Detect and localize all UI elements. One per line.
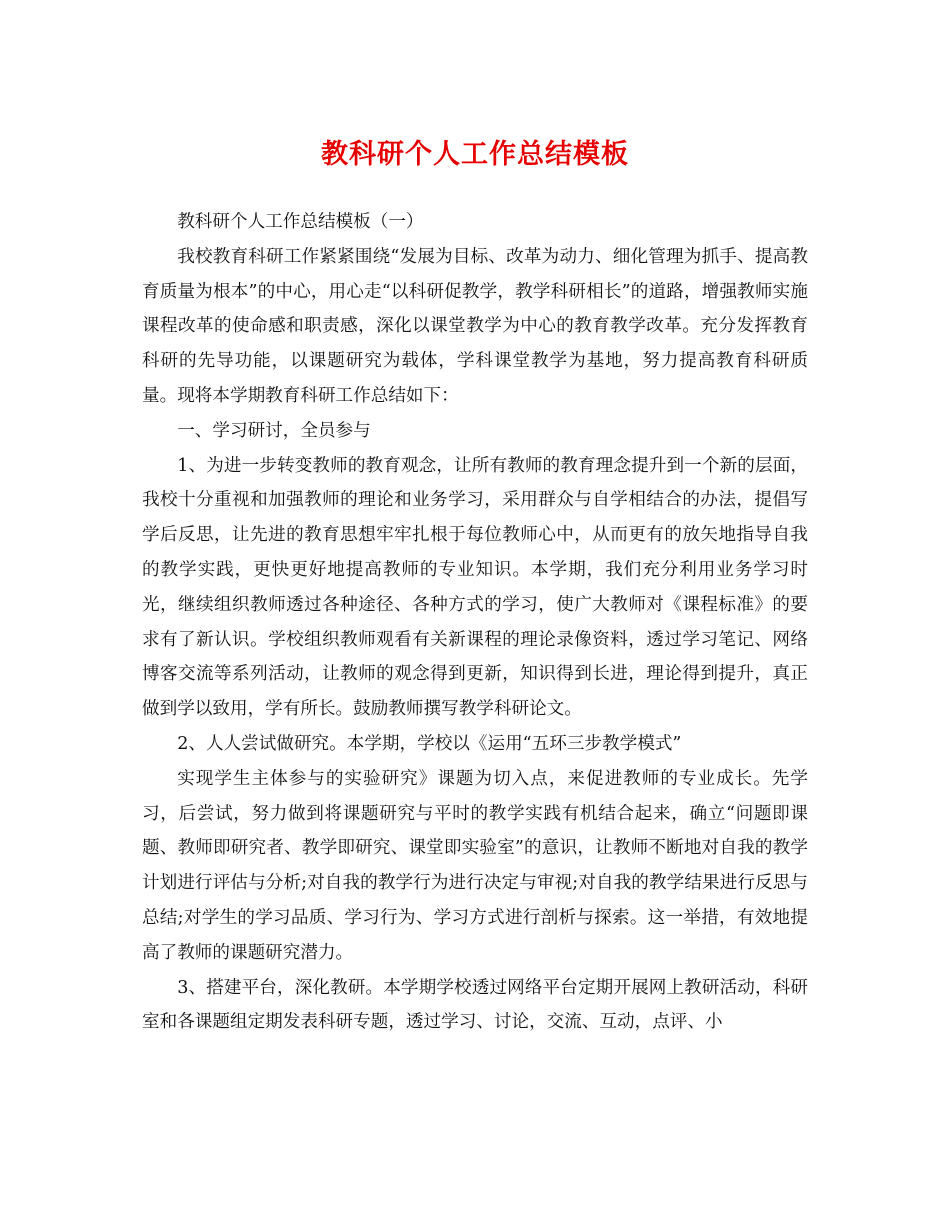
section-heading: 教科研个人工作总结模板（一） bbox=[177, 212, 424, 232]
paragraph: 2、人人尝试做研究。本学期，学校以《运用“五环三步教学模式” bbox=[177, 733, 682, 754]
section-heading: 一、学习研讨，全员参与 bbox=[177, 420, 371, 441]
document-title: 教科研个人工作总结模板 bbox=[321, 139, 629, 170]
paragraph: 我校教育科研工作紧紧围绕“发展为目标、改革为动力、细化管理为抓手、提高教育质量为根本”的中心，用心走“以科研促教学，教学科研相长”的道路，增强教师实施课程改革的使命感和职责感，深化以课堂教学为中心的教育教学改革。充分发挥教育科研的先导功能，以课题研究为载体，学科课堂教学为基地，努力提高教育科研质量。现将本学期教育科研工作总结如下： bbox=[142, 246, 808, 406]
paragraph: 3、搭建平台，深化教研。本学期学校透过网络平台定期开展网上教研活动，科研室和各课题组定期发表科研专题，透过学习、讨论，交流、互动，点评、小 bbox=[142, 977, 808, 1033]
paragraph: 1、为进一步转变教师的教育观念，让所有教师的教育理念提升到一个新的层面，我校十分重视和加强教师的理论和业务学习，采用群众与自学相结合的办法，提倡写学后反思，让先进的教育思想牢牢扎根于每位教师心中，从而更有的放矢地指导自我的教学实践，更快更好地提高教师的专业知识。本学期，我们充分利用业务学习时光，继续组织教师透过各种途径、各种方式的学习，使广大教师对《课程标准》的要求有了新认识。学校组织教师观看有关新课程的理论录像资料，透过学习笔记、网络博客交流等系列活动，让教师的观念得到更新，知识得到长进，理论得到提升，真正做到学以致用，学有所长。鼓励教师撰写教学科研论文。 bbox=[142, 455, 808, 720]
document-body bbox=[142, 205, 808, 1040]
paragraph: 实现学生主体参与的实验研究》课题为切入点，来促进教师的专业成长。先学习，后尝试，努力做到将课题研究与平时的教学实践有机结合起来，确立“问题即课题、教师即研究者、教学即研究、课堂即实验室”的意识，让教师不断地对自我的教学计划进行评估与分析;对自我的教学行为进行决定与审视;对自我的教学结果进行反思与总结;对学生的学习品质、学习行为、学习方式进行剖析与探索。这一举措，有效地提高了教师的课题研究潜力。 bbox=[142, 768, 808, 963]
